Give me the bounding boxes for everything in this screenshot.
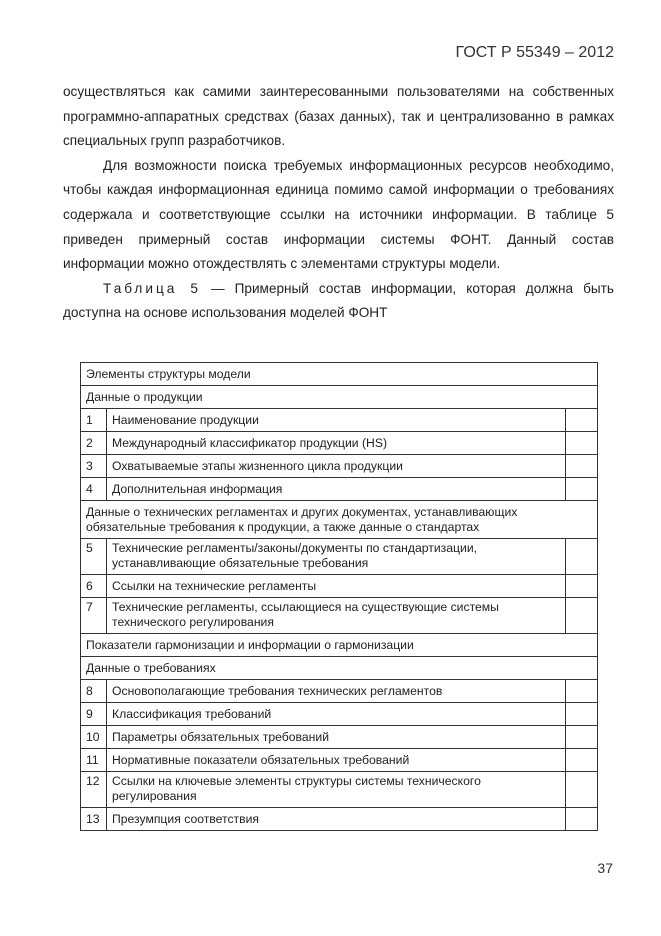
row-value [566,478,598,501]
row-number: 6 [81,575,107,598]
table-row [81,598,598,634]
row-text: Охватываемые этапы жизненного цикла продукции [107,455,566,478]
row-text: Основополагающие требования технических регламентов [107,680,566,703]
row-number: 2 [81,432,107,455]
table-row [81,703,598,726]
row-number: 13 [81,808,107,831]
requirements-table [80,362,598,831]
row-value [566,680,598,703]
section-title: Данные о продукции [81,386,598,409]
row-value [566,432,598,455]
row-text: Международный классификатор продукции (HS) [107,432,566,455]
section-title: Показатели гармонизации и информации о гармонизации [81,634,598,657]
table-row [81,575,598,598]
page-number: 37 [597,860,613,876]
paragraph-2: Для возможности поиска требуемых информационных ресурсов необходимо, чтобы каждая информационная единица помимо самой информации о требованиях содержала и соответствующие ссылки на источники информации. В таблице 5 приведен примерный состав информации системы ФОНТ. Данный состав информации можно отождествлять с элементами структуры модели. [63,157,614,272]
row-number: 7 [81,598,107,634]
row-value [566,539,598,575]
body-text [63,80,614,326]
row-value [566,575,598,598]
row-value [566,772,598,808]
row-value [566,749,598,772]
row-text: Ссылки на технические регламенты [107,575,566,598]
table-header: Элементы структуры модели [81,363,598,386]
table-row [81,749,598,772]
section-title: Данные о требованиях [81,657,598,680]
row-value [566,598,598,634]
row-number: 9 [81,703,107,726]
table-row [81,772,598,808]
row-text: Наименование продукции [107,409,566,432]
paragraph-1: осуществляться как самими заинтересованными пользователями на собственных программно-аппаратных средствах (базах данных), так и централизованно в рамках специальных групп разработчиков. [63,84,614,149]
row-text: Дополнительная информация [107,478,566,501]
table-row [81,478,598,501]
row-number: 4 [81,478,107,501]
row-value [566,703,598,726]
row-value [566,409,598,432]
row-number: 12 [81,772,107,808]
table-row [81,455,598,478]
document-header: ГОСТ Р 55349 – 2012 [455,44,614,61]
row-number: 8 [81,680,107,703]
table-row [81,539,598,575]
table-caption [63,277,614,326]
table-row [81,409,598,432]
row-text: Ссылки на ключевые элементы структуры системы технического регулирования [107,772,566,808]
row-value [566,455,598,478]
row-value [566,726,598,749]
table-row [81,808,598,831]
row-number: 5 [81,539,107,575]
row-text: Нормативные показатели обязательных требований [107,749,566,772]
table-row [81,680,598,703]
row-number: 1 [81,409,107,432]
row-value [566,808,598,831]
row-text: Параметры обязательных требований [107,726,566,749]
row-text: Технические регламенты/законы/документы по стандартизации, устанавливающие обязательные требования [107,539,566,575]
table-row [81,726,598,749]
row-number: 11 [81,749,107,772]
row-text: Классификация требований [107,703,566,726]
table-caption-text: — Примерный состав информации, которая должна быть доступна на основе использования моделей ФОНТ [63,280,614,321]
section-title: Данные о технических регламентах и других документах, устанавливающих обязательные требования к продукции, а также данные о стандартах [81,501,598,539]
row-text: Технические регламенты, ссылающиеся на существующие системы технического регулирования [107,598,566,634]
table-row [81,432,598,455]
row-number: 10 [81,726,107,749]
table-caption-label: Таблица 5 [103,280,201,296]
row-text: Презумпция соответствия [107,808,566,831]
row-number: 3 [81,455,107,478]
